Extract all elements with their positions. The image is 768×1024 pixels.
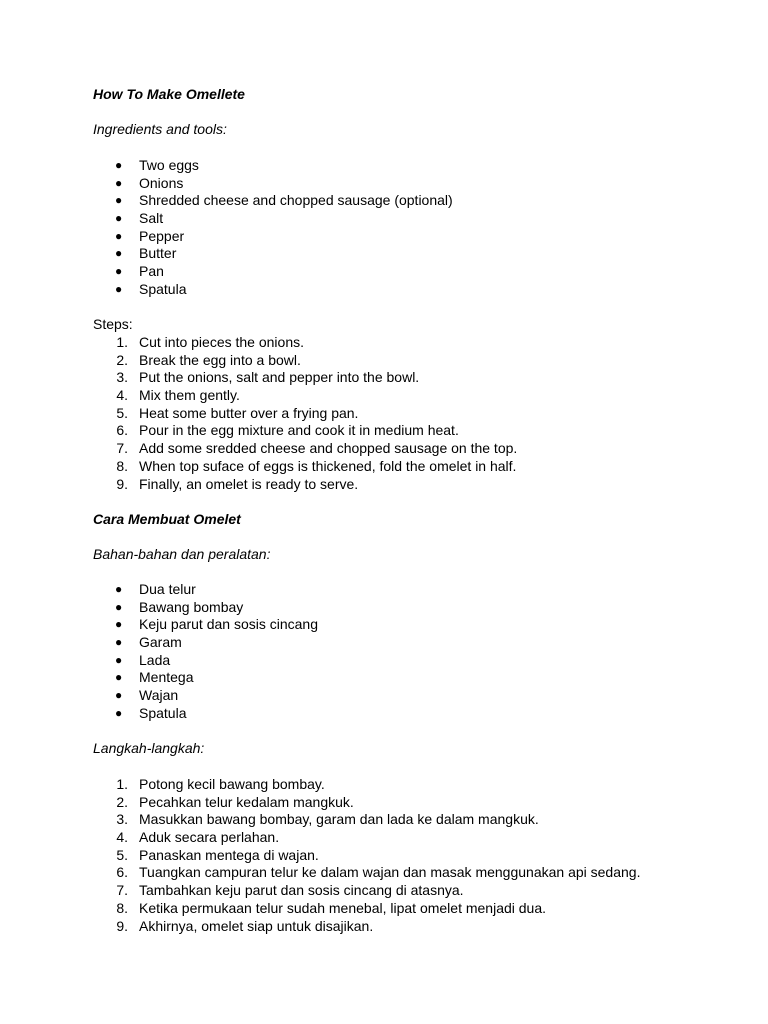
- list-item: 8. Ketika permukaan telur sudah menebal, lipat omelet menjadi dua.: [93, 900, 713, 918]
- english-title: How To Make Omellete: [93, 86, 245, 102]
- indonesian-steps-list: [93, 776, 713, 935]
- list-item: 5. Heat some butter over a frying pan.: [93, 405, 713, 423]
- list-item: ● Butter: [115, 245, 177, 262]
- indonesian-ingredients-list: [93, 581, 713, 723]
- bullet-icon: ●: [115, 635, 123, 650]
- step-number: 5.: [116, 846, 128, 863]
- bullet-icon: ●: [115, 688, 123, 703]
- list-item: ● Two eggs: [115, 157, 199, 173]
- indonesian-title: Cara Membuat Omelet: [93, 511, 241, 527]
- list-item: 7. Add some sredded cheese and chopped sausage on the top.: [93, 440, 713, 458]
- bullet-icon: ●: [115, 670, 123, 685]
- step-number: 1.: [116, 334, 128, 350]
- bullet-icon: ●: [115, 264, 123, 279]
- list-item: 6. Tuangkan campuran telur ke dalam wajan dan masak menggunakan api sedang.: [93, 864, 713, 882]
- list-item: ● Lada: [115, 651, 171, 668]
- list-item: 1. Cut into pieces the onions.: [93, 334, 713, 352]
- step-number: 6.: [116, 422, 128, 439]
- list-item: 1. Potong kecil bawang bombay.: [93, 776, 713, 794]
- bullet-icon: ●: [115, 175, 123, 190]
- list-item: 3. Masukkan bawang bombay, garam dan lada ke dalam mangkuk.: [93, 811, 713, 829]
- list-item: 7. Tambahkan keju parut dan sosis cincang di atasnya.: [93, 882, 713, 900]
- step-number: 9.: [116, 475, 128, 492]
- step-number: 7.: [116, 882, 128, 899]
- step-number: 5.: [116, 404, 128, 421]
- list-item: 2. Pecahkan telur kedalam mangkuk.: [93, 794, 713, 812]
- step-number: 2.: [116, 351, 128, 368]
- english-steps-heading: Steps:: [93, 316, 133, 332]
- bullet-icon: ●: [115, 211, 123, 226]
- list-item: ● Onions: [115, 174, 184, 191]
- list-item: ● Pan: [115, 263, 164, 280]
- list-item: ● Salt: [115, 210, 164, 227]
- list-item: 4. Mix them gently.: [93, 387, 713, 405]
- list-item: 2. Break the egg into a bowl.: [93, 352, 713, 370]
- list-item: ● Pepper: [115, 227, 185, 244]
- step-number: 6.: [116, 864, 128, 881]
- bullet-icon: ●: [115, 246, 123, 261]
- bullet-icon: ●: [115, 652, 123, 667]
- list-item: 6. Pour in the egg mixture and cook it in medium heat.: [93, 422, 713, 440]
- step-number: 3.: [116, 369, 128, 386]
- list-item: 9. Finally, an omelet is ready to serve.: [93, 476, 713, 494]
- step-number: 2.: [116, 793, 128, 810]
- step-number: 7.: [116, 440, 128, 457]
- list-item: ● Spatula: [115, 704, 187, 721]
- step-number: 3.: [116, 811, 128, 828]
- bullet-icon: ●: [115, 193, 123, 208]
- list-item: ● Keju parut dan sosis cincang: [115, 616, 318, 633]
- step-number: 8.: [116, 457, 128, 474]
- step-number: 4.: [116, 387, 128, 404]
- list-item: 4. Aduk secara perlahan.: [93, 829, 713, 847]
- step-number: 8.: [116, 899, 128, 916]
- list-item: 3. Put the onions, salt and pepper into the bowl.: [93, 369, 713, 387]
- list-item: ● Garam: [115, 634, 182, 651]
- list-item: ● Bawang bombay: [115, 598, 244, 615]
- list-item: ● Dua telur: [115, 581, 196, 597]
- english-ingredients-list: [93, 157, 713, 299]
- step-number: 9.: [116, 917, 128, 934]
- list-item: ● Wajan: [115, 687, 179, 704]
- bullet-icon: ●: [115, 228, 123, 243]
- bullet-icon: ●: [115, 281, 123, 296]
- indonesian-steps-heading: Langkah-langkah:: [93, 740, 205, 756]
- bullet-icon: ●: [115, 158, 123, 172]
- list-item: ● Shredded cheese and chopped sausage (optional): [115, 192, 453, 209]
- bullet-icon: ●: [115, 617, 123, 632]
- list-item: ● Mentega: [115, 669, 194, 686]
- bullet-icon: ●: [115, 599, 123, 614]
- step-number: 4.: [116, 829, 128, 846]
- english-ingredients-heading: Ingredients and tools:: [93, 121, 227, 137]
- step-number: 1.: [116, 776, 128, 792]
- list-item: 5. Panaskan mentega di wajan.: [93, 847, 713, 865]
- list-item: 9. Akhirnya, omelet siap untuk disajikan.: [93, 918, 713, 936]
- indonesian-ingredients-heading: Bahan-bahan dan peralatan:: [93, 546, 271, 562]
- bullet-icon: ●: [115, 582, 123, 596]
- list-item: ● Spatula: [115, 280, 187, 297]
- english-steps-list: [93, 334, 713, 493]
- list-item: 8. When top suface of eggs is thickened, fold the omelet in half.: [93, 458, 713, 476]
- bullet-icon: ●: [115, 705, 123, 720]
